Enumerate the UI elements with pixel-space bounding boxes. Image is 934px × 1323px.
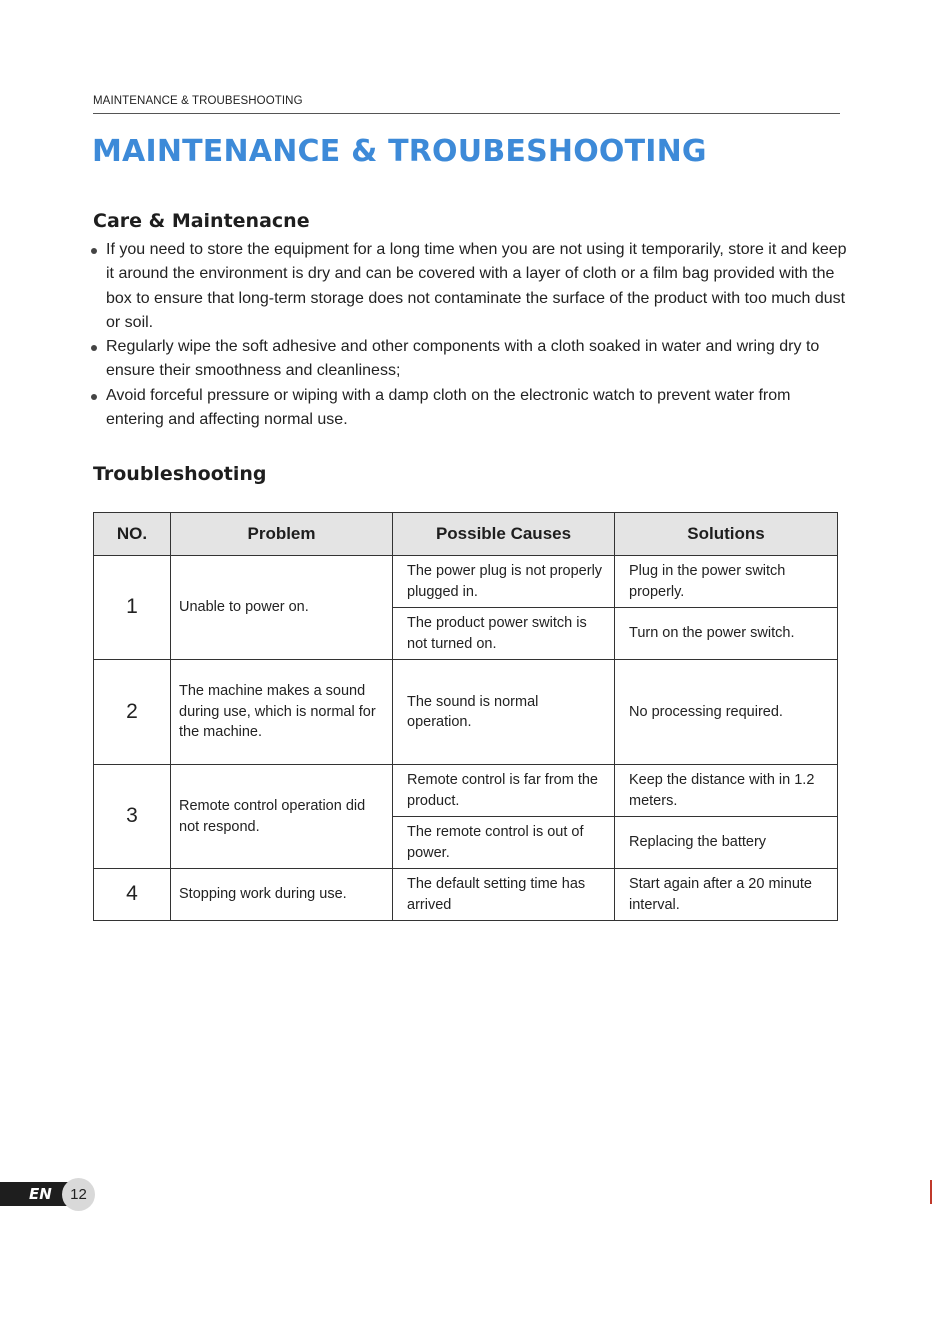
care-item-text: Regularly wipe the soft adhesive and other components with a cloth soaked in water and wring dry to ensure their smoothness and cleanliness; <box>106 338 820 380</box>
bullet-icon <box>91 345 97 351</box>
problem-cell: The machine makes a sound during use, which is normal for the machine. <box>171 660 393 765</box>
problem-cell: Remote control operation did not respond. <box>171 765 393 869</box>
troubleshooting-table <box>93 512 838 921</box>
problem-cell: Unable to power on. <box>171 556 393 660</box>
column-header-problem: Problem <box>171 513 393 556</box>
column-header-no: NO. <box>94 513 171 556</box>
care-heading: Care & Maintenacne <box>93 210 310 232</box>
bullet-icon <box>91 248 97 254</box>
care-item-text: If you need to store the equipment for a long time when you are not using it temporarily, store it and keep it around the environment is dry and can be covered with a layer of cloth or a film bag provided with the box to ensure that long-term storage does not contaminate the surface of the product with too much dust or soil. <box>106 241 847 331</box>
solution-cell: Replacing the battery <box>615 817 838 869</box>
cause-cell: The remote control is out of power. <box>393 817 615 869</box>
running-header: MAINTENANCE & TROUBESHOOTING <box>93 95 303 107</box>
edge-mark <box>930 1180 932 1204</box>
cause-cell: The product power switch is not turned on. <box>393 608 615 660</box>
solution-cell: Turn on the power switch. <box>615 608 838 660</box>
bullet-icon <box>91 394 97 400</box>
troubleshooting-heading: Troubleshooting <box>93 463 267 485</box>
row-number: 1 <box>94 556 171 660</box>
care-item <box>88 238 848 335</box>
problem-cell: Stopping work during use. <box>171 869 393 921</box>
table-row <box>94 556 838 608</box>
row-number: 3 <box>94 765 171 869</box>
cause-cell: The default setting time has arrived <box>393 869 615 921</box>
table-header-row <box>94 513 838 556</box>
solution-cell: No processing required. <box>615 660 838 765</box>
table-row <box>94 660 838 765</box>
table-row <box>94 765 838 817</box>
care-item <box>88 384 848 433</box>
table-row <box>94 869 838 921</box>
cause-cell: The power plug is not properly plugged in. <box>393 556 615 608</box>
cause-cell: Remote control is far from the product. <box>393 765 615 817</box>
care-item <box>88 335 848 384</box>
footer-language: EN <box>29 1185 52 1203</box>
solution-cell: Keep the distance with in 1.2 meters. <box>615 765 838 817</box>
cause-cell: The sound is normal operation. <box>393 660 615 765</box>
page-number-badge: 12 <box>62 1178 95 1211</box>
row-number: 4 <box>94 869 171 921</box>
solution-cell: Start again after a 20 minute interval. <box>615 869 838 921</box>
solution-cell: Plug in the power switch properly. <box>615 556 838 608</box>
column-header-solutions: Solutions <box>615 513 838 556</box>
care-item-text: Avoid forceful pressure or wiping with a damp cloth on the electronic watch to prevent water from entering and affecting normal use. <box>106 386 791 429</box>
care-list <box>88 238 848 432</box>
page-title: MAINTENANCE & TROUBESHOOTING <box>92 134 707 169</box>
column-header-causes: Possible Causes <box>393 513 615 556</box>
row-number: 2 <box>94 660 171 765</box>
header-divider <box>93 113 840 114</box>
